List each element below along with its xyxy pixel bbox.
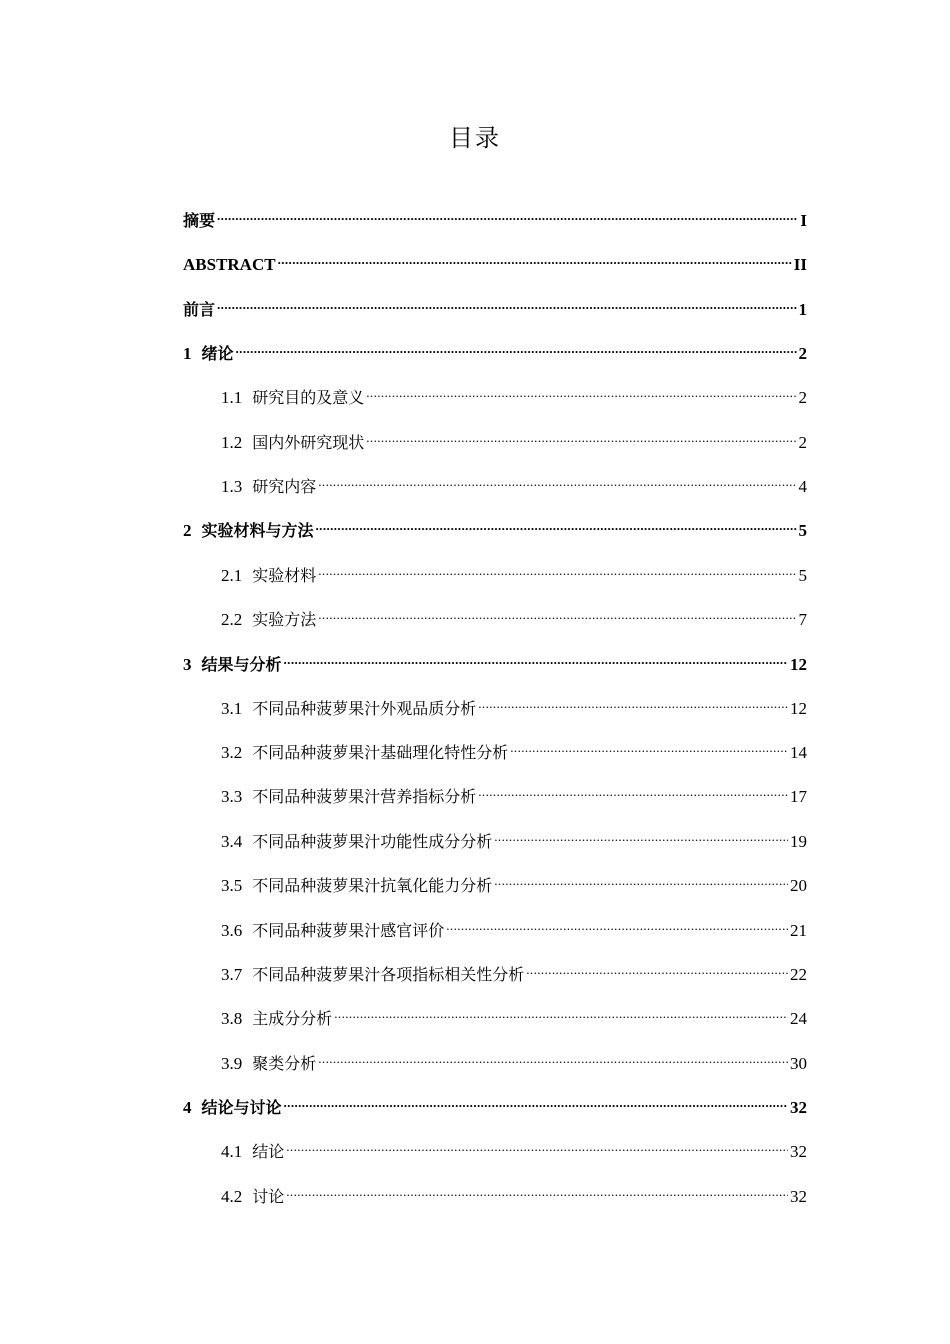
dot-leader [217,291,796,315]
toc-entry-page: 5 [798,521,807,540]
toc-entry-number: 3.5 [221,876,243,895]
toc-entry-3-8[interactable] [221,1000,807,1028]
toc-entry-2-2[interactable] [221,601,807,629]
toc-entry-text: 讨论 [252,1187,285,1206]
toc-entry-page: 4 [798,477,807,496]
toc-entry-text: 摘要 [183,211,216,230]
toc-entry-page: 2 [798,433,807,452]
toc-entry-text: 实验方法 [252,610,317,629]
toc-entry-page: 32 [790,1142,807,1161]
toc-entry-2-1[interactable] [221,557,807,585]
toc-entry-page: 21 [790,921,807,940]
toc-entry-text: 研究目的及意义 [252,388,365,407]
dot-leader [494,867,788,891]
toc-entry-number: 3.7 [221,965,243,984]
dot-leader [510,734,788,758]
toc-entry-chapter-3[interactable] [183,646,807,674]
toc-entry-3-7[interactable] [221,956,807,984]
toc-entry-page: 12 [790,655,807,674]
toc-entry-number: 1.2 [221,433,243,452]
toc-entry-text: 不同品种菠萝果汁感官评价 [252,921,445,940]
dot-leader [446,912,788,936]
toc-entry-1-2[interactable] [221,424,807,452]
toc-entry-text: 不同品种菠萝果汁外观品质分析 [252,699,477,718]
dot-leader [286,1178,788,1202]
dot-leader [478,690,788,714]
toc-entry-page: II [793,255,807,274]
toc-entry-page: I [800,211,807,230]
dot-leader [318,468,796,492]
toc-entry-1-3[interactable] [221,468,807,496]
toc-entry-number: 3 [183,655,192,674]
toc-entry-page: 2 [798,388,807,407]
toc-entry-page: 12 [790,699,807,718]
toc-entry-number: 1 [183,344,192,363]
toc-entry-4-1[interactable] [221,1133,807,1161]
toc-entry-3-5[interactable] [221,867,807,895]
toc-entry-3-9[interactable] [221,1045,807,1073]
toc-entry-3-2[interactable] [221,734,807,762]
dot-leader [316,512,797,536]
toc-entry-page: 5 [798,566,807,585]
toc-entry-number: 3.1 [221,699,243,718]
toc-entry-number: 1.1 [221,388,243,407]
toc-entry-page: 20 [790,876,807,895]
toc-entry-number: 4.1 [221,1142,243,1161]
toc-entry-number: 3.3 [221,787,243,806]
toc-entry-abstract-en[interactable] [183,246,807,274]
toc-entry-text: 实验材料与方法 [201,521,314,540]
toc-entry-text: 不同品种菠萝果汁营养指标分析 [252,787,477,806]
toc-entry-page: 30 [790,1054,807,1073]
toc-entry-chapter-4[interactable] [183,1089,807,1117]
toc-entry-chapter-2[interactable] [183,512,807,540]
toc-entry-number: 4.2 [221,1187,243,1206]
toc-entry-text: 主成分分析 [252,1009,333,1028]
dot-leader [284,646,788,670]
dot-leader [236,335,797,359]
toc-entry-text: 结果与分析 [201,655,282,674]
toc-entry-text: 结论 [252,1142,285,1161]
dot-leader [526,956,788,980]
toc-entry-number: 3.2 [221,743,243,762]
toc-entry-text: 研究内容 [252,477,317,496]
toc-entry-number: 2.1 [221,566,243,585]
toc-entry-page: 17 [790,787,807,806]
dot-leader [318,1045,788,1069]
dot-leader [278,246,792,270]
toc-entry-number: 3.4 [221,832,243,851]
toc-entry-number: 2.2 [221,610,243,629]
toc-entry-page: 24 [790,1009,807,1028]
dot-leader [478,778,788,802]
toc-entry-text: 不同品种菠萝果汁抗氧化能力分析 [252,876,493,895]
dot-leader [366,424,796,448]
toc-entry-number: 1.3 [221,477,243,496]
toc-entry-abstract-cn[interactable] [183,202,807,230]
dot-leader [217,202,798,226]
toc-entry-page: 14 [790,743,807,762]
toc-entry-text: ABSTRACT [183,255,276,274]
toc-entry-3-6[interactable] [221,912,807,940]
dot-leader [366,379,796,403]
toc-entry-number: 3.8 [221,1009,243,1028]
toc-entry-text: 国内外研究现状 [252,433,365,452]
toc-entry-text: 不同品种菠萝果汁基础理化特性分析 [252,743,509,762]
toc-entry-3-4[interactable] [221,823,807,851]
toc-entry-page: 19 [790,832,807,851]
toc-entry-page: 32 [790,1098,807,1117]
dot-leader [284,1089,788,1113]
toc-entry-number: 2 [183,521,192,540]
dot-leader [318,601,796,625]
toc-entry-page: 2 [798,344,807,363]
toc-entry-1-1[interactable] [221,379,807,407]
toc-entry-page: 22 [790,965,807,984]
toc-entry-chapter-1[interactable] [183,335,807,363]
toc-entry-page: 1 [798,300,807,319]
toc-entry-number: 3.6 [221,921,243,940]
toc-entry-page: 7 [798,610,807,629]
toc-entry-preface[interactable] [183,291,807,319]
toc-entry-text: 结论与讨论 [201,1098,282,1117]
toc-entry-number: 4 [183,1098,192,1117]
toc-entry-text: 聚类分析 [252,1054,317,1073]
toc-entry-page: 32 [790,1187,807,1206]
toc-entry-text: 绪论 [201,344,234,363]
toc-entry-3-3[interactable] [221,778,807,806]
toc-entry-4-2[interactable] [221,1178,807,1206]
dot-leader [318,557,796,581]
dot-leader [286,1133,788,1157]
toc-entry-text: 实验材料 [252,566,317,585]
toc-entry-3-1[interactable] [221,690,807,718]
toc-entry-text: 前言 [183,300,216,319]
toc-title: 目录 [449,124,501,152]
dot-leader [334,1000,788,1024]
toc-entry-number: 3.9 [221,1054,243,1073]
toc-entry-text: 不同品种菠萝果汁各项指标相关性分析 [252,965,525,984]
toc-entry-text: 不同品种菠萝果汁功能性成分分析 [252,832,493,851]
dot-leader [494,823,788,847]
